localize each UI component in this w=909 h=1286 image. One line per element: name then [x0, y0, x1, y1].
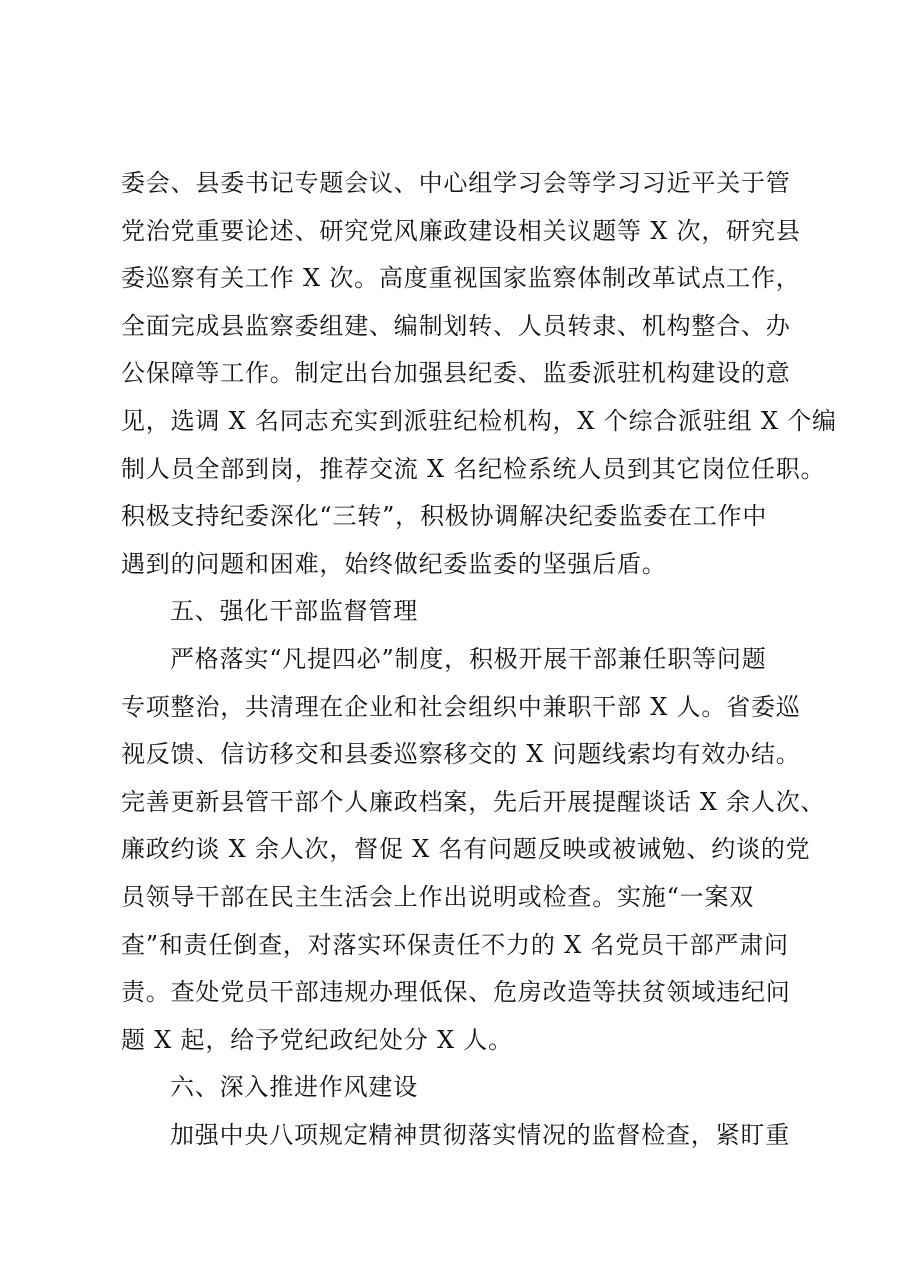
text-line: 严格落实“凡提四必”制度，积极开展干部兼任职等问题: [170, 644, 767, 673]
text-line: 加强中央八项规定精神贯彻落实情况的监督检查，紧盯重: [170, 1120, 790, 1149]
text-line: 制人员全部到岗，推荐交流 X 名纪检系统人员到其它岗位任职。: [121, 454, 826, 483]
text-line: 委巡察有关工作 X 次。高度重视国家监察体制改革试点工作，: [121, 264, 801, 293]
text-line: 廉政约谈 X 余人次，督促 X 名有问题反映或被诫勉、约谈的党: [121, 835, 811, 864]
text-line: 积极支持纪委深化“三转”，积极协调解决纪委监委在工作中: [121, 502, 768, 531]
text-line: 见，选调 X 名同志充实到派驻纪检机构，X 个综合派驻组 X 个编: [121, 406, 837, 435]
text-line: 题 X 起，给予党纪政纪处分 X 人。: [121, 1025, 513, 1054]
text-line: 员领导干部在民主生活会上作出说明或检查。实施“一案双: [121, 882, 755, 911]
text-line: 公保障等工作。制定出台加强县纪委、监委派驻机构建设的意: [121, 359, 791, 388]
text-line: 全面完成县监察委组建、编制划转、人员转隶、机构整合、办: [121, 311, 791, 340]
text-line: 责。查处党员干部违规办理低保、危房改造等扶贫领域违纪问: [121, 978, 791, 1007]
body-text: [121, 160, 837, 1159]
text-line: 视反馈、信访移交和县委巡察移交的 X 问题线索均有效办结。: [121, 740, 801, 769]
section-heading: 六、深入推进作风建设: [170, 1073, 418, 1102]
text-line: 查”和责任倒查，对落实环保责任不力的 X 名党员干部严肃问: [121, 930, 789, 959]
text-line: 党治党重要论述、研究党风廉政建设相关议题等 X 次，研究县: [121, 216, 801, 245]
section-heading: 五、强化干部监督管理: [170, 597, 418, 626]
text-line: 专项整治，共清理在企业和社会组织中兼职干部 X 人。省委巡: [121, 692, 801, 721]
text-line: 委会、县委书记专题会议、中心组学习会等学习习近平关于管: [121, 169, 791, 197]
text-line: 遇到的问题和困难，始终做纪委监委的坚强后盾。: [121, 549, 667, 578]
text-line: 完善更新县管干部个人廉政档案，先后开展提醒谈话 X 余人次、: [121, 787, 826, 816]
